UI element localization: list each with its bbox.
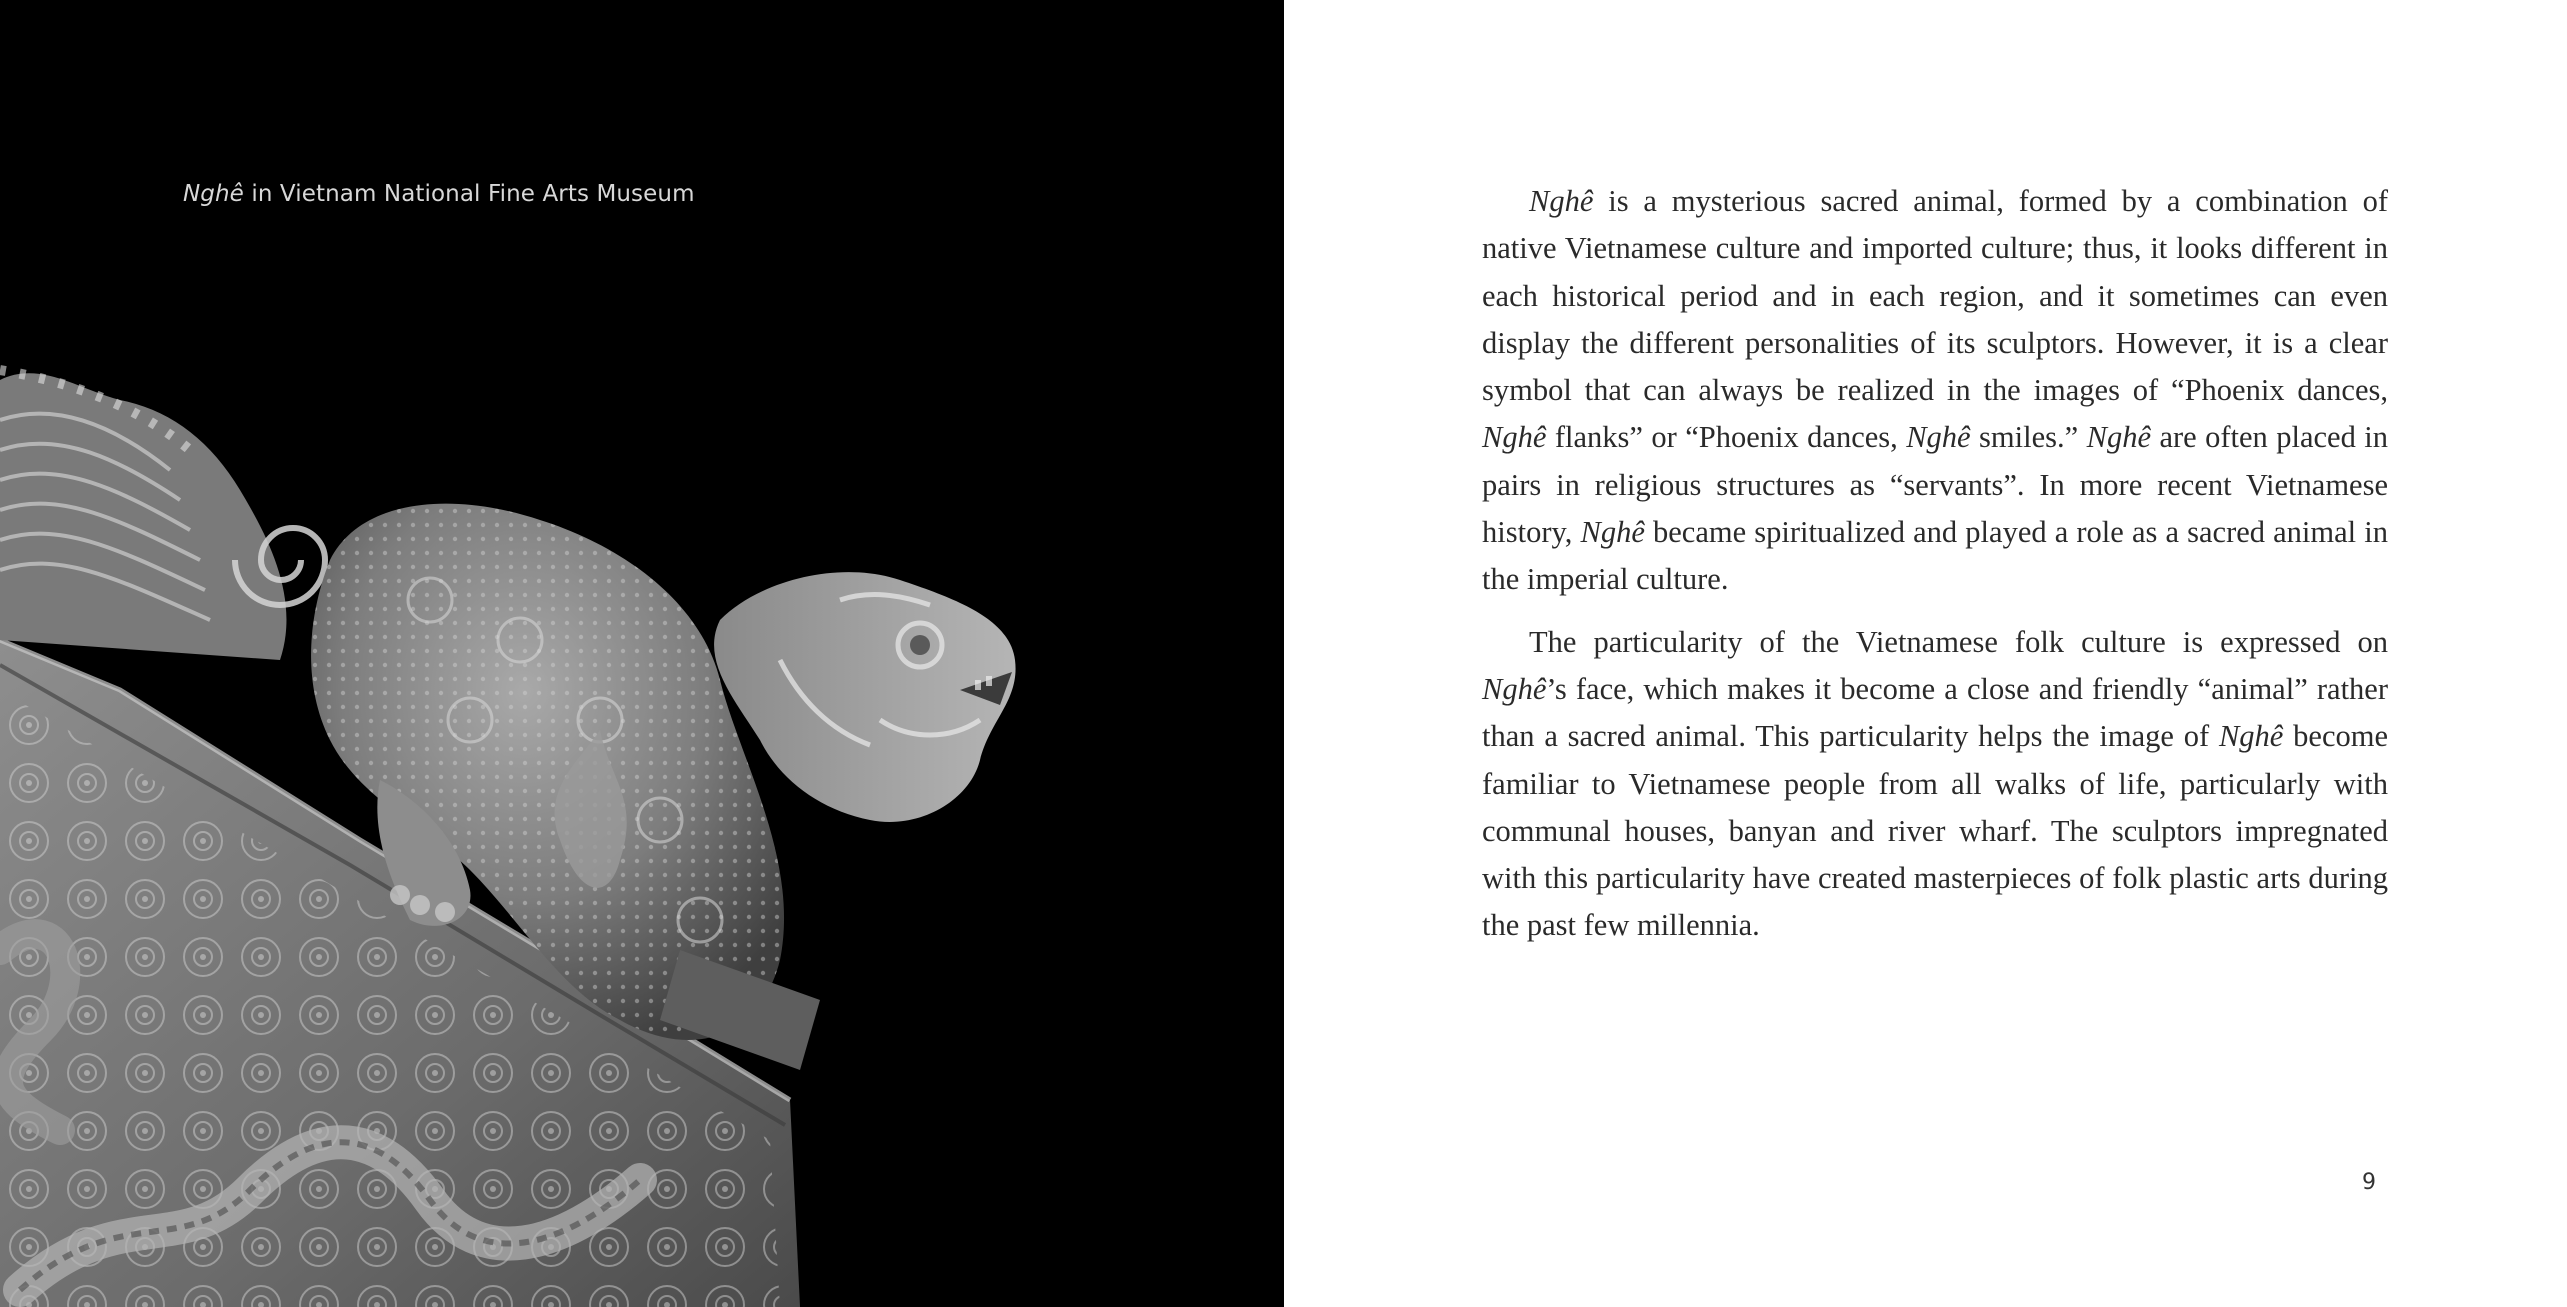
nghe-head — [714, 572, 1015, 822]
text-run: flanks” or “Phoenix dances, — [1546, 420, 1907, 455]
caption-text: in Vietnam National Fine Arts Museum — [243, 181, 695, 207]
page-number: 9 — [2362, 1170, 2376, 1195]
caption-name: Nghê — [183, 181, 244, 207]
text-run: became spiritualized and played a role as a sacred animal in the imperial culture. — [1482, 515, 2388, 597]
italic-term: Nghê — [2218, 719, 2284, 754]
text-run: The particularity of the Vietnamese folk culture is expressed on — [1529, 624, 2388, 659]
italic-term: Nghê — [1529, 184, 1594, 218]
italic-term: Nghê — [1580, 515, 1645, 550]
italic-term: Nghê — [2086, 420, 2151, 455]
body-text — [1482, 178, 2388, 965]
paragraph-1 — [1482, 178, 2388, 604]
paragraph-2 — [1482, 619, 2388, 950]
italic-term: Nghê — [1482, 420, 1547, 455]
italic-term: Nghê — [1906, 420, 1971, 455]
italic-term: Nghê — [1482, 671, 1547, 706]
text-run: smiles.” — [1970, 420, 2087, 455]
carved-crest — [0, 373, 286, 660]
text-run: become familiar to Vietnamese people from all walks of life, particularly with communal houses, banyan and river wharf. The sculptors impregnated with this particularity have created masterpieces of folk plastic arts during the past few millennia. — [1482, 719, 2388, 943]
photo-caption — [183, 181, 695, 207]
right-page-text-panel — [1284, 0, 2567, 1307]
text-run: is a mysterious sacred animal, formed by a combination of native Vietnamese culture and imported culture; thus, it looks different in each historical period and in each region, and it sometimes can even display the different personalities of its sculptors. However, it is a clear symbol that can always be realized in the images of “Phoenix dances, — [1482, 184, 2388, 408]
text-run: are often placed in pairs in religious structures as “servants”. In more recent Vietnamese history, — [1482, 420, 2388, 550]
text-run: ’s face, which makes it become a close and friendly “animal” rather than a sacred animal. This particularity helps the image of — [1482, 671, 2388, 754]
